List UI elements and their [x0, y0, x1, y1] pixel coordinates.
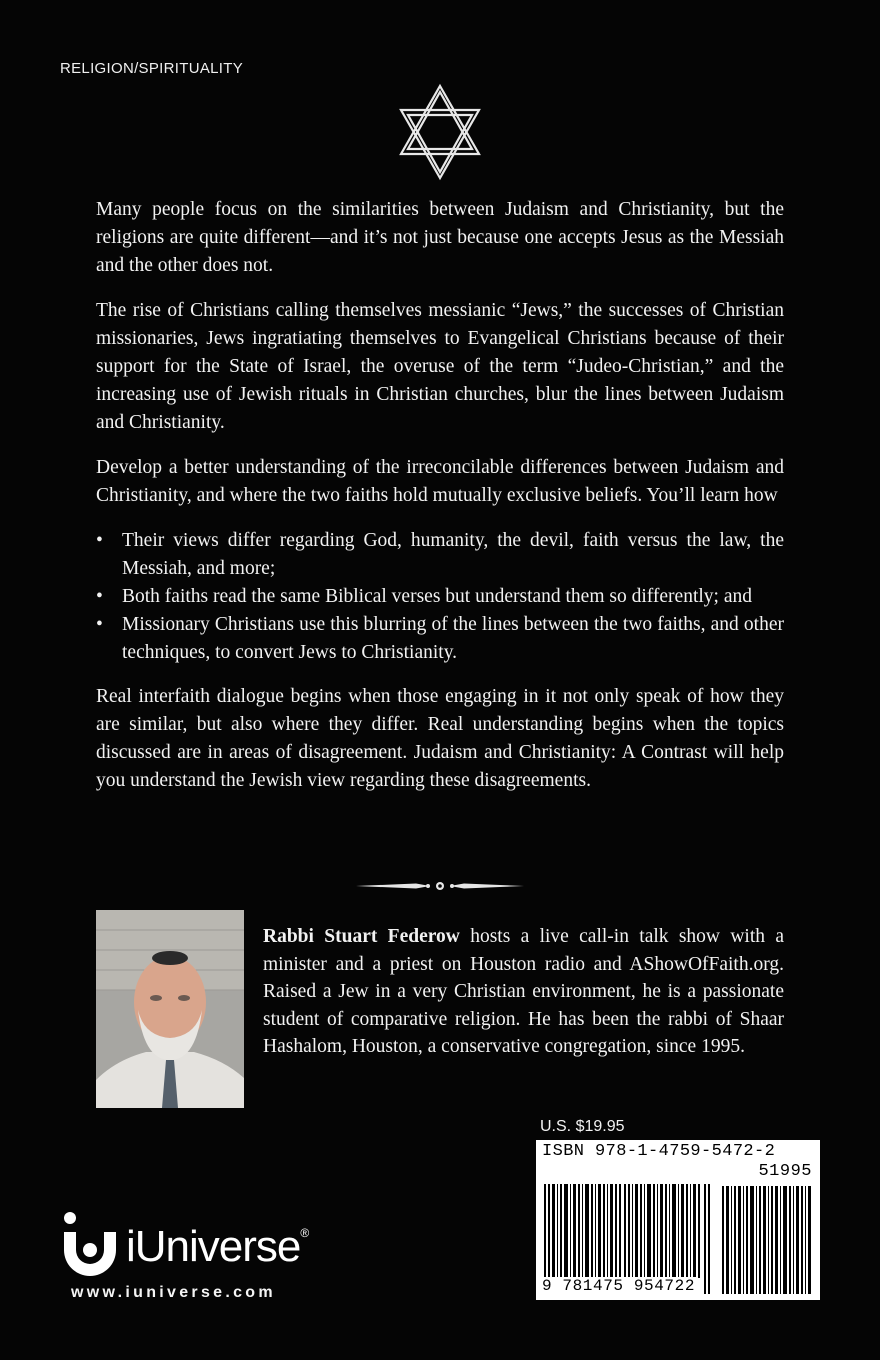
paragraph-1: Many people focus on the similarities between Judaism and Christianity, but the religions are quite different—and it’s not just because one accepts Jesus as the Messiah and the other does not.	[96, 199, 784, 276]
author-bio-text: hosts a live call-in talk show with a minister and a priest on Houston radio and AShowOfFaith.org. Raised a Jew in a very Christian environment, he is a passionate student of comparative religion. He has been the rabbi of Shaar Hashalom, Houston, a conservative congregation, since 1995.	[263, 926, 784, 1057]
publisher-name	[126, 1222, 308, 1272]
price-barcode-bars-icon	[722, 1186, 814, 1294]
list-item: • Both faiths read the same Biblical verses but understand them so differently; and	[96, 583, 784, 611]
publisher-website: www.iuniverse.com	[71, 1284, 276, 1301]
isbn-number: ISBN 978-1-4759-5472-2	[542, 1142, 776, 1161]
trademark-symbol: ®	[300, 1226, 309, 1240]
learning-list	[96, 527, 784, 667]
barcode	[536, 1140, 820, 1300]
divider-ornament-icon	[356, 878, 524, 894]
paragraph-3: Develop a better understanding of the irreconcilable differences between Judaism and Christianity, and where the two faiths hold mutually exclusive beliefs. You’ll learn how	[96, 457, 784, 506]
iuniverse-logo-icon	[60, 1210, 120, 1276]
author-bio	[263, 923, 784, 1061]
author-name: Rabbi Stuart Federow	[263, 926, 460, 947]
barcode-digits: 9 781475 954722	[542, 1277, 696, 1295]
paragraph-2: The rise of Christians calling themselves messianic “Jews,” the successes of Christian missionaries, Jews ingratiating themselves to Evangelical Christians because of their support for the State of Israel, the overuse of the term “Judeo-Christian,” and the increasing use of Jewish rituals in Christian churches, blur the lines between Judaism and Christianity.	[96, 300, 784, 433]
category-label: RELIGION/SPIRITUALITY	[60, 60, 244, 77]
price-code: 51995	[758, 1162, 812, 1181]
list-item: • Missionary Christians use this blurring of the lines between the two faiths, and other techniques, to convert Jews to Christianity.	[96, 611, 784, 667]
closing-paragraph: Real interfaith dialogue begins when those engaging in it not only speak of how they are similar, but also where they differ. Real understanding begins when the topics discussed are in areas of disagreement. Judaism and Christianity: A Contrast will help you understand the Jewish view regarding these disagreements.	[96, 686, 784, 791]
description	[96, 196, 784, 812]
publisher-wordmark: iUniverse	[126, 1222, 301, 1271]
author-photo	[96, 910, 244, 1108]
star-of-david-icon	[395, 82, 485, 182]
list-item: • Their views differ regarding God, humanity, the devil, faith versus the law, the Messiah, and more;	[96, 527, 784, 583]
price-label: U.S. $19.95	[540, 1118, 625, 1135]
